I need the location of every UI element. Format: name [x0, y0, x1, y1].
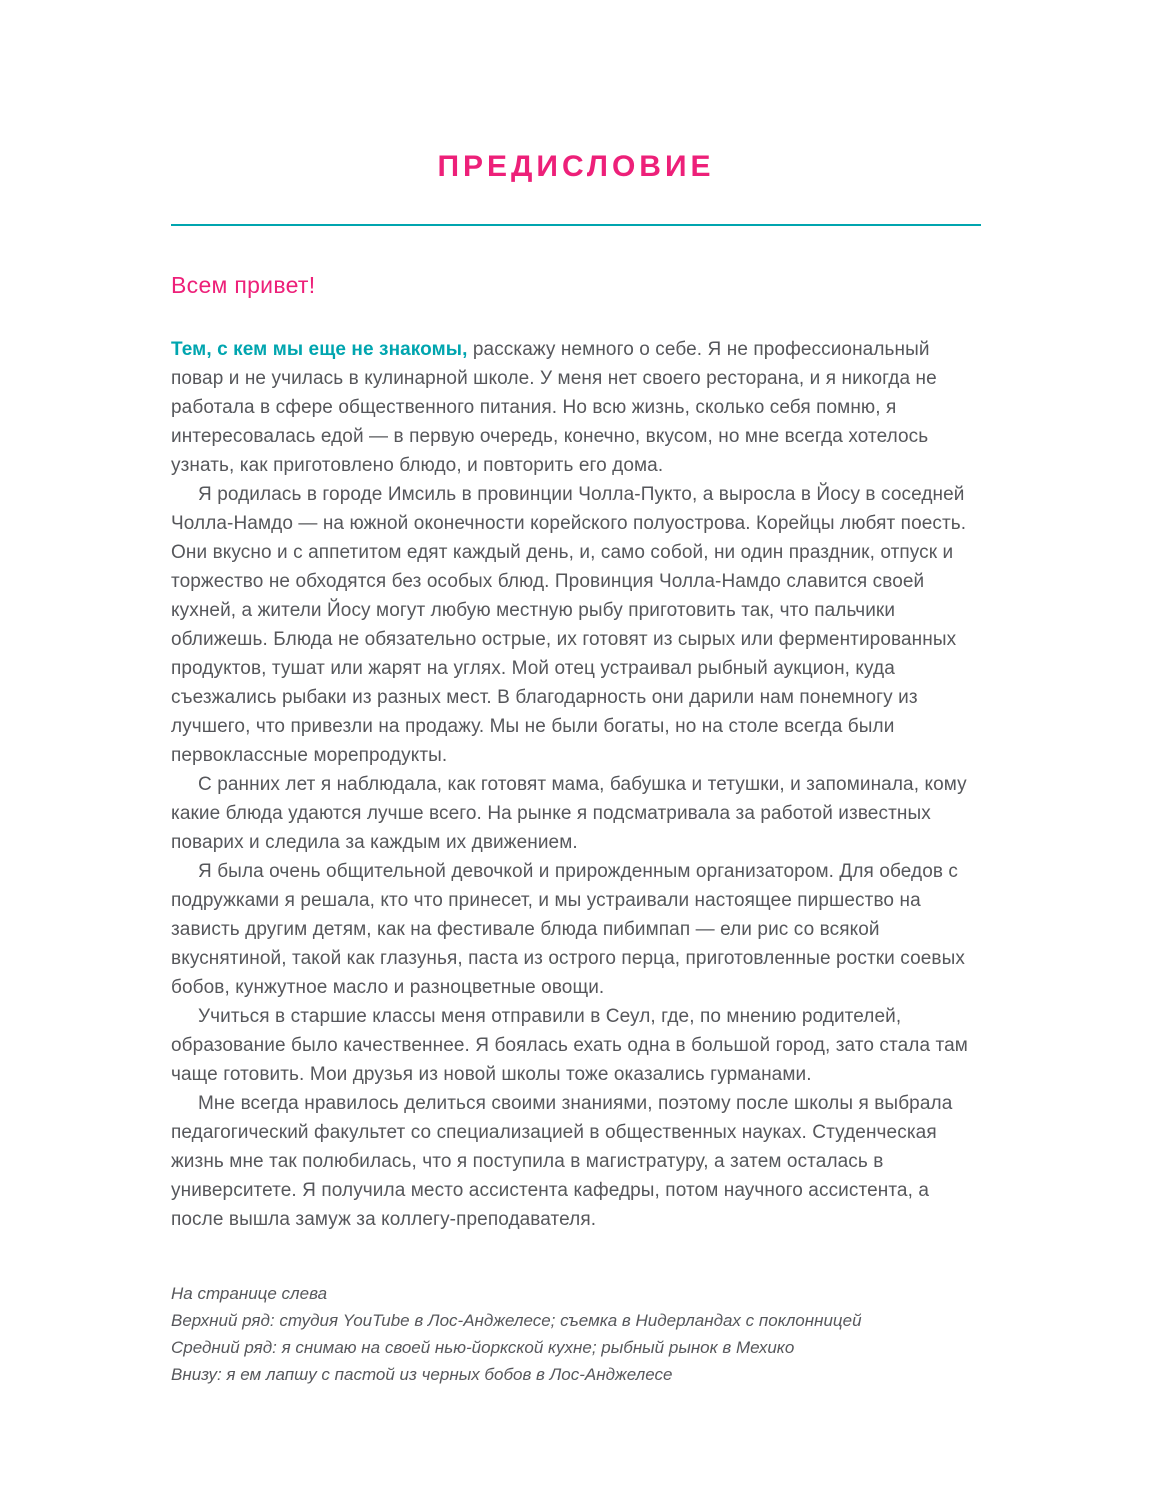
intro-rest: расскажу немного о себе. Я не профессиональный повар и не училась в кулинарной школе. У меня нет своего ресторана, и я никогда не работала в сфере общественного питания. Но всю жизнь, сколько себя помню, я интересовалась едой — в первую очередь, конечно, вкусом, но мне всегда хотелось узнать, как приготовлено блюдо, и повторить его дома. — [171, 339, 937, 476]
page-content — [171, 0, 981, 1388]
greeting-heading: Всем привет! — [171, 272, 316, 298]
body-paragraph: Я родилась в городе Имсиль в провинции Чолла-Пукто, а выросла в Йосу в соседней Чолла-Намдо — на южной оконечности корейского полуострова. Корейцы любят поесть. Они вкусно и с аппетитом едят каждый день, и, само собой, ни один праздник, отпуск и торжество не обходятся без особых блюд. Провинция Чолла-Намдо славится своей кухней, а жители Йосу могут любую местную рыбу приготовить так, что пальчики оближешь. Блюда не обязательно острые, их готовят из сырых или ферментированных продуктов, тушат или жарят на углях. Мой отец устраивал рыбный аукцион, куда съезжались рыбаки из разных мест. В благодарность они дарили нам понемногу из лучшего, что привезли на продажу. Мы не были богаты, но на столе всегда были первоклассные морепродукты. — [171, 484, 967, 766]
caption-line: Внизу: я ем лапшу с пастой из черных бобов в Лос-Анджелесе — [171, 1365, 673, 1384]
body-paragraph: Учиться в старшие классы меня отправили в Сеул, где, по мнению родителей, образование было качественнее. Я боялась ехать одна в большой город, зато стала там чаще готовить. Мои друзья из новой школы тоже оказались гурманами. — [171, 1006, 968, 1085]
body-paragraph: Мне всегда нравилось делиться своими знаниями, поэтому после школы я выбрала педагогический факультет со специализацией в общественных науках. Студенческая жизнь мне так полюбилась, что я поступила в магистратуру, а затем осталась в университете. Я получила место ассистента кафедры, потом научного ассистента, а после вышла замуж за коллегу-преподавателя. — [171, 1093, 953, 1230]
body-text-block — [171, 335, 981, 1234]
caption-line: Средний ряд: я снимаю на своей нью-йоркской кухне; рыбный рынок в Мехико — [171, 1338, 795, 1357]
intro-lead: Тем, с кем мы еще не знакомы, — [171, 339, 468, 360]
caption-line: Верхний ряд: студия YouTube в Лос-Анджелесе; съемка в Нидерландах с поклонницей — [171, 1311, 862, 1330]
page-title: ПРЕДИСЛОВИЕ — [437, 150, 715, 183]
intro-paragraph — [171, 335, 981, 480]
body-paragraph: Я была очень общительной девочкой и прирожденным организатором. Для обедов с подружками я решала, кто что принесет, и мы устраивали настоящее пиршество на зависть другим детям, как на фестивале блюда пибимпап — ели рис со всякой вкуснятиной, такой как глазунья, паста из острого перца, приготовленные ростки соевых бобов, кунжутное масло и разноцветные овощи. — [171, 861, 965, 998]
caption-line: На странице слева — [171, 1284, 328, 1303]
divider-rule — [171, 224, 981, 226]
body-paragraph: С ранних лет я наблюдала, как готовят мама, бабушка и тетушки, и запоминала, кому какие блюда удаются лучше всего. На рынке я подсматривала за работой известных поварих и следила за каждым их движением. — [171, 774, 967, 853]
photo-caption-block — [171, 1280, 981, 1388]
